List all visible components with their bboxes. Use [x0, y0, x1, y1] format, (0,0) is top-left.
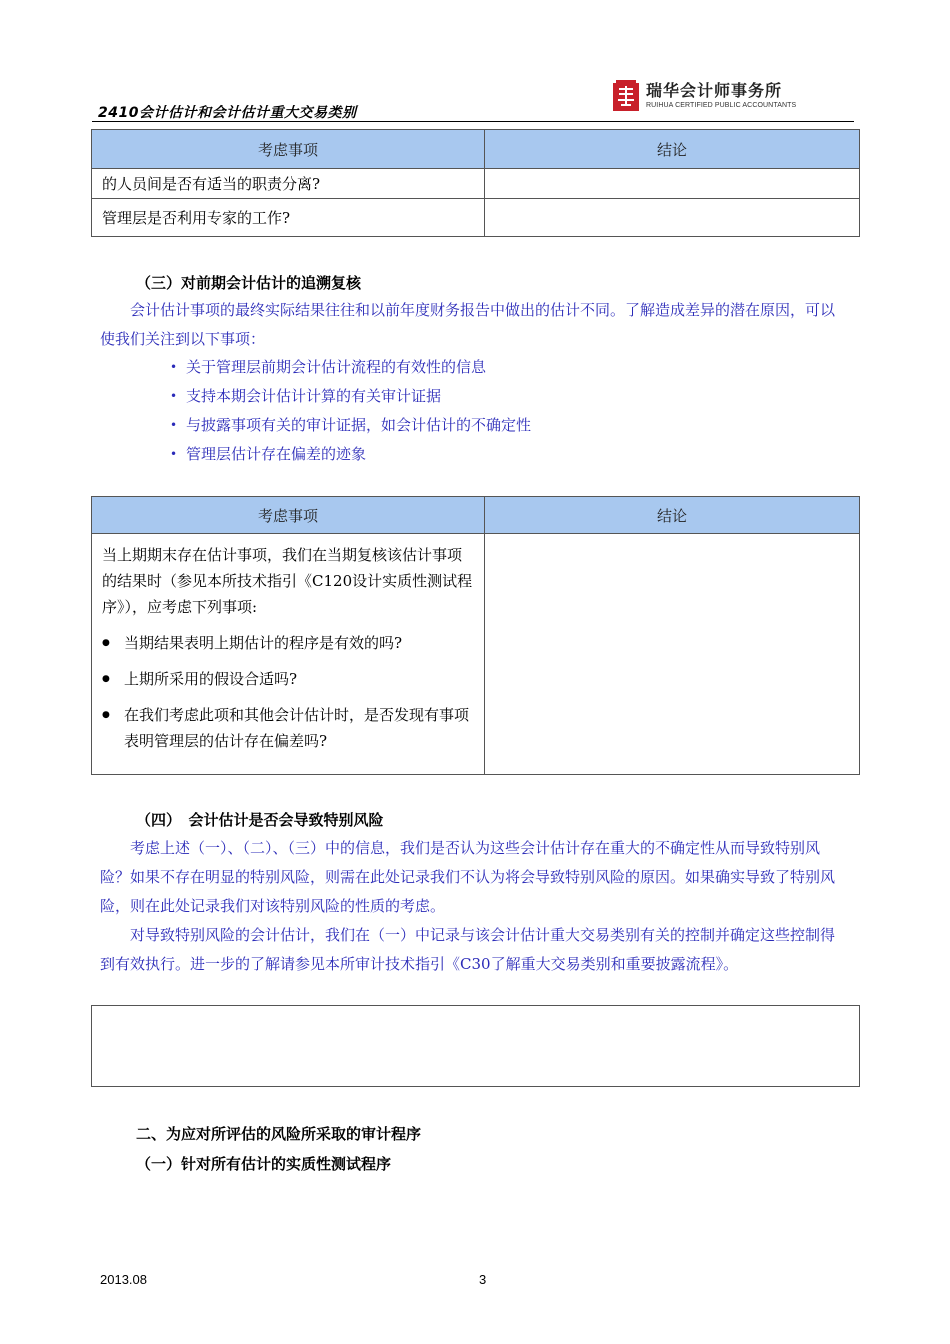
consideration-cell: 的人员间是否有适当的职责分离?: [92, 169, 485, 199]
page-number: 3: [479, 1272, 487, 1287]
section-two-subheading: （一）针对所有估计的实质性测试程序: [136, 1155, 392, 1173]
ruihua-emblem-icon: [612, 80, 640, 112]
consideration-cell: [92, 534, 485, 775]
table-row: [92, 199, 860, 237]
document-header-title: 2410会计估计和会计估计重大交易类别: [98, 105, 357, 121]
section-3-bullet-list: [170, 353, 531, 469]
firm-name-cn: 瑞华会计师事务所: [646, 81, 783, 100]
conclusion-cell[interactable]: [485, 169, 860, 199]
list-item: • 关于管理层前期会计估计流程的有效性的信息: [170, 353, 531, 382]
consideration-bullet-list: [102, 630, 474, 754]
table-header-row: [92, 497, 860, 534]
conclusion-cell[interactable]: [485, 534, 860, 775]
section-4-heading: （四） 会计估计是否会导致特别风险: [136, 811, 384, 829]
special-risk-notes-box[interactable]: [91, 1005, 860, 1087]
list-item: ● 上期所采用的假设合适吗?: [102, 666, 474, 692]
conclusion-cell[interactable]: [485, 199, 860, 237]
list-item: ● 在我们考虑此项和其他会计估计时，是否发现有事项表明管理层的估计存在偏差吗?: [102, 702, 474, 754]
table-header-row: [92, 130, 860, 169]
section-3-heading: （三）对前期会计估计的追溯复核: [136, 274, 362, 292]
section-two-heading: 二、为应对所评估的风险所采取的审计程序: [136, 1125, 422, 1143]
list-item: • 支持本期会计估计计算的有关审计证据: [170, 382, 531, 411]
list-item: • 管理层估计存在偏差的迹象: [170, 440, 531, 469]
header-divider: [92, 121, 854, 122]
considerations-table-2: [91, 496, 860, 775]
section-4-paragraph-2: 对导致特别风险的会计估计，我们在（一）中记录与该会计估计重大交易类别有关的控制并确定这些控制得到有效执行。进一步的了解请参见本所审计技术指引《C30了解重大交易类别和重要披露流程》。: [100, 926, 836, 973]
firm-name-en: RUIHUA CERTIFIED PUBLIC ACCOUNTANTS: [646, 102, 797, 109]
section-4-paragraph-1: 考虑上述（一）、（二）、（三）中的信息，我们是否认为这些会计估计存在重大的不确定性从而导致特别风险？如果不存在明显的特别风险，则需在此处记录我们不认为将会导致特别风险的原因。如果确实导致了特别风险，则在此处记录我们对该特别风险的性质的考虑。: [100, 839, 836, 915]
table-row: [92, 534, 860, 775]
column-header-considerations: 考虑事项: [92, 130, 485, 169]
column-header-conclusion: 结论: [485, 497, 860, 534]
consideration-intro: 当上期期末存在估计事项，我们在当期复核该估计事项的结果时（参见本所技术指引《C120设计实质性测试程序》），应考虑下列事项:: [102, 546, 473, 616]
column-header-conclusion: 结论: [485, 130, 860, 169]
consideration-cell: 管理层是否利用专家的工作?: [92, 199, 485, 237]
table-row: [92, 169, 860, 199]
firm-logo: [612, 80, 796, 112]
section-3-paragraph: 会计估计事项的最终实际结果往往和以前年度财务报告中做出的估计不同。了解造成差异的潜在原因，可以使我们关注到以下事项：: [100, 301, 836, 348]
list-item: ● 当期结果表明上期估计的程序是有效的吗?: [102, 630, 474, 656]
footer-date: 2013.08: [100, 1272, 147, 1287]
list-item: • 与披露事项有关的审计证据，如会计估计的不确定性: [170, 411, 531, 440]
column-header-considerations: 考虑事项: [92, 497, 485, 534]
considerations-table-1: [91, 129, 860, 237]
